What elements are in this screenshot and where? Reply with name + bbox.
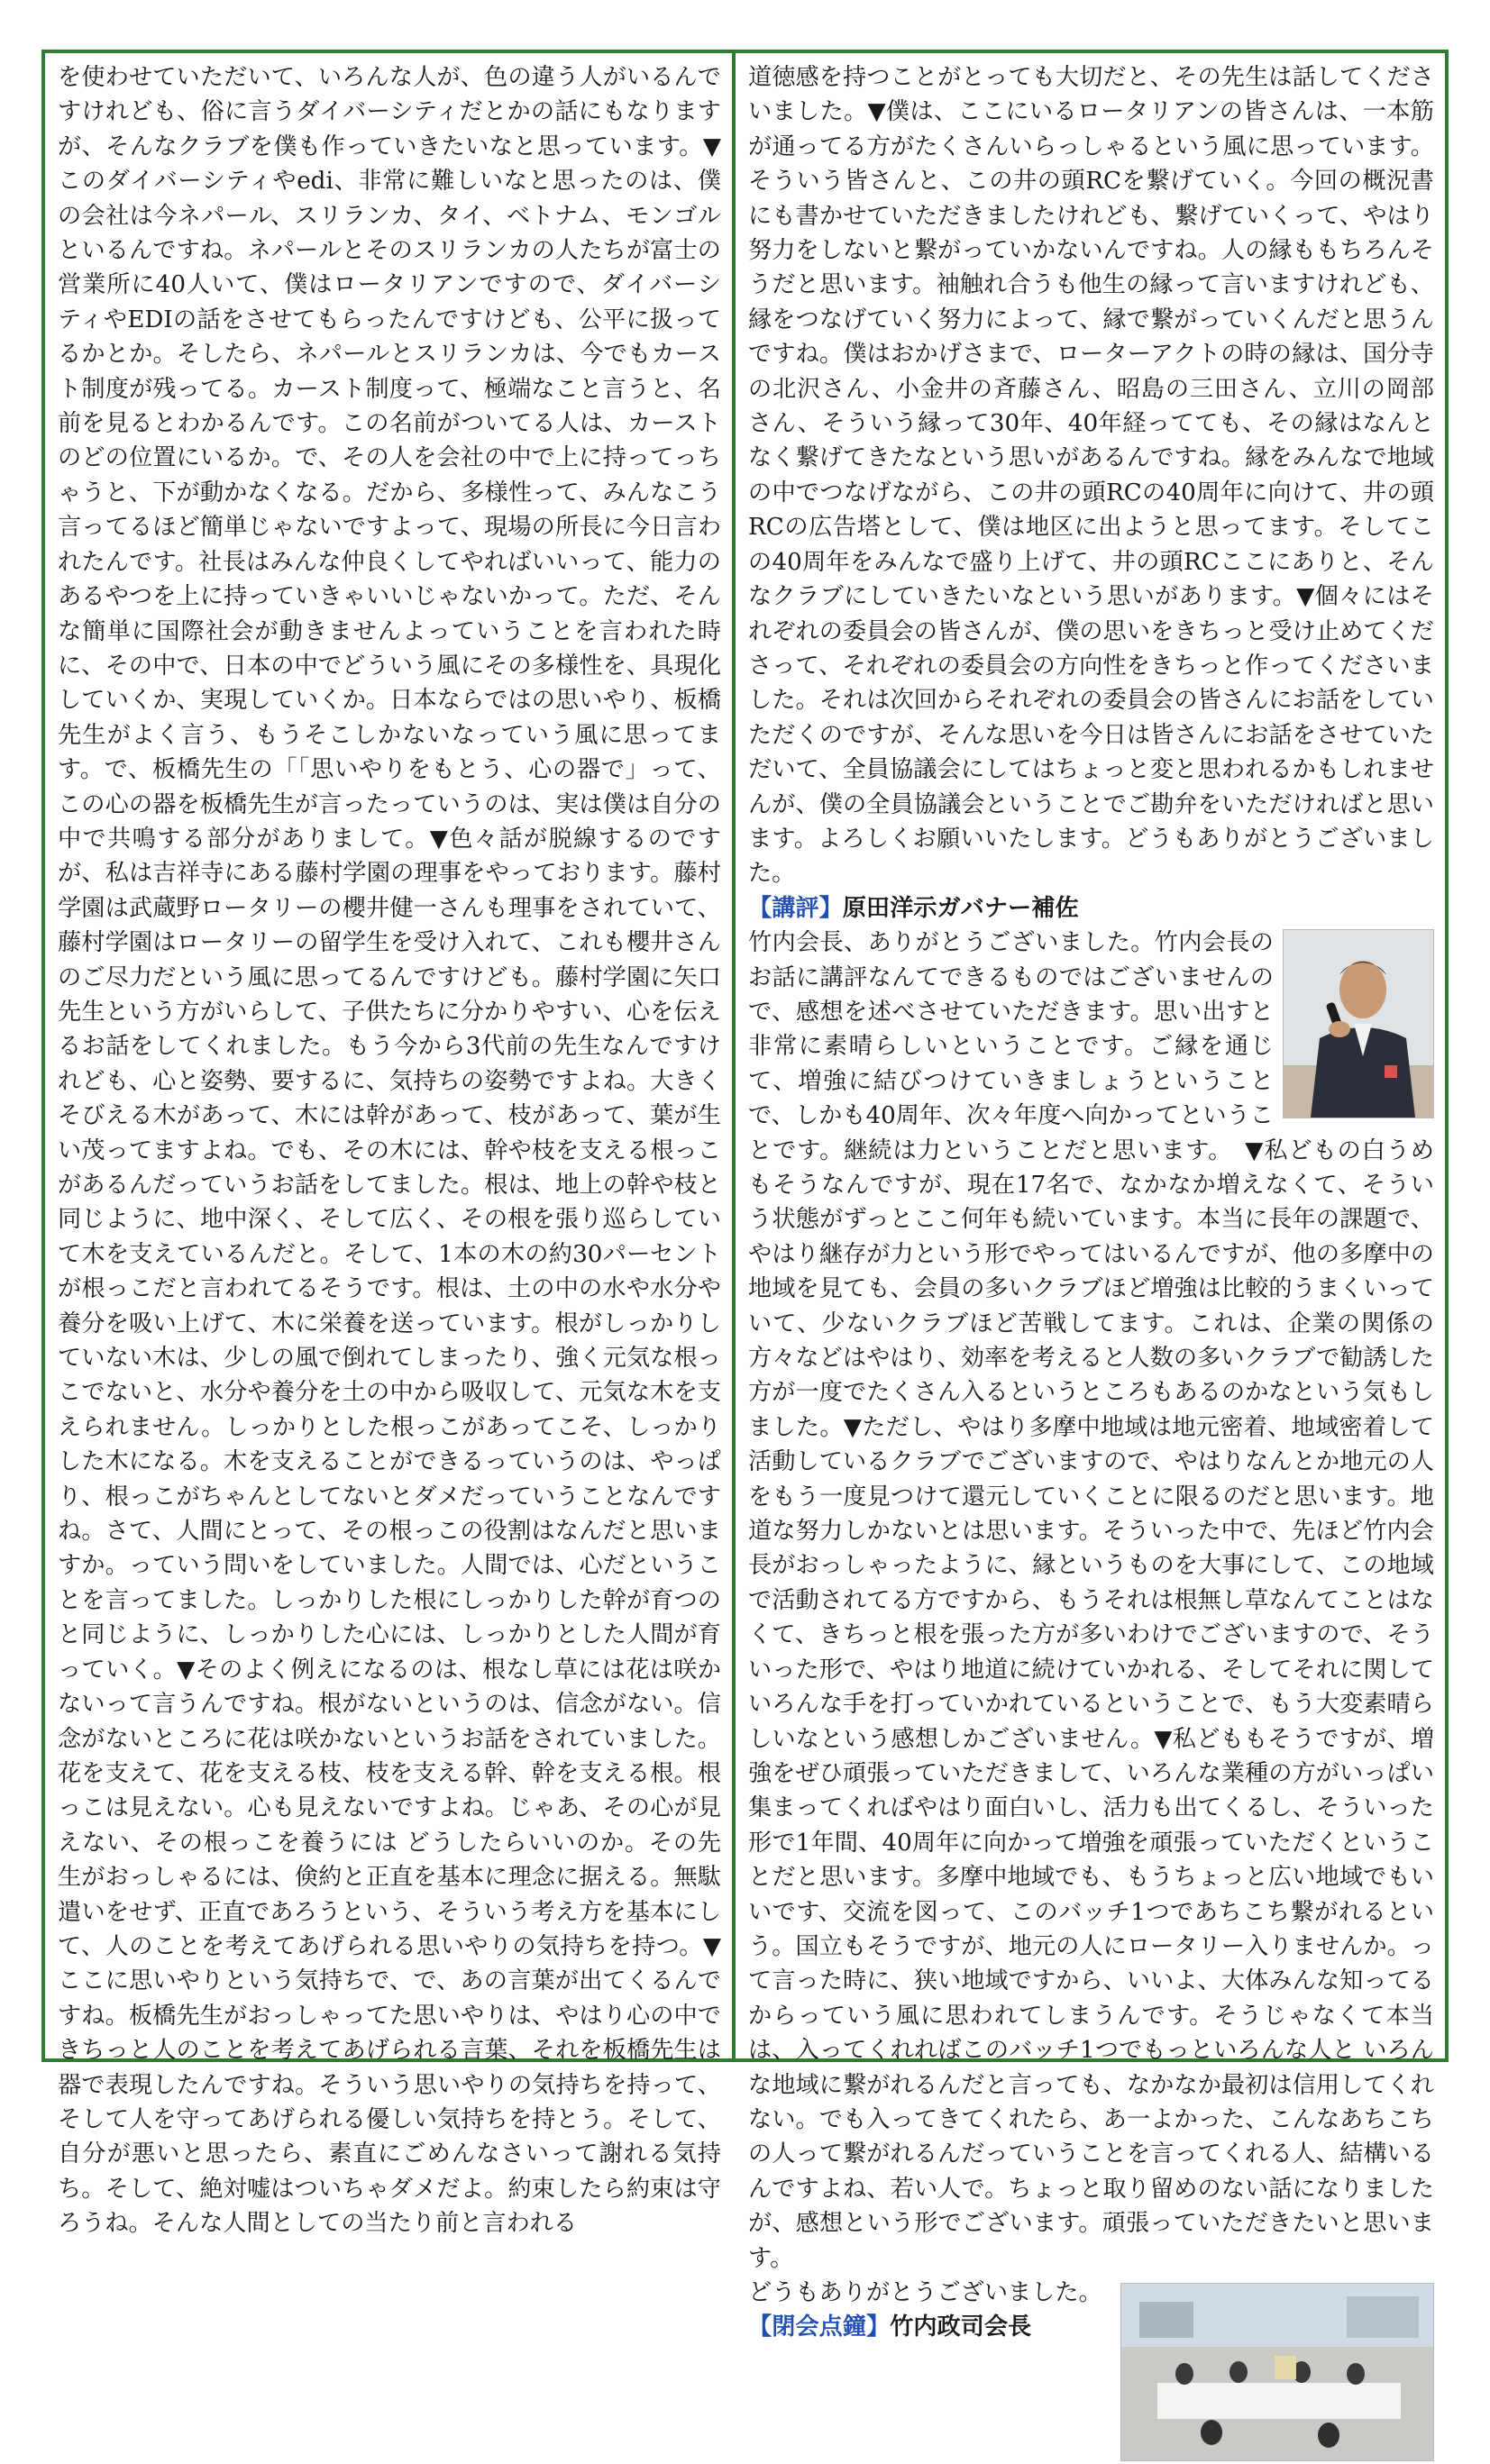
- meeting-photo: [1120, 2283, 1434, 2461]
- left-column-text: を使わせていただいて、いろんな人が、色の違う人がいるんですけれども、俗に言うダイバーシティだとかの話にもなりますが、そんなクラブを僕も作っていきたいなと思っています。▼このダイバーシティやedi、非常に難しいなと思ったのは、僕の会社は今ネパール、スリランカ、タイ、ベトナム、モンゴルといるんですね。ネパールとそのスリランカの人たちが富士の営業所に40人いて、僕はロータリアンですので、ダイバーシティやEDIの話をさせてもらったんですけども、公平に扱ってるかとか。そしたら、ネパールとスリランカは、今でもカースト制度が残ってる。カースト制度って、極端なこと言うと、名前を見るとわかるんです。この名前がついてる人は、カーストのどの位置にいるか。で、その人を会社の中で上に持ってっちゃうと、下が動かなくなる。だから、多様性って、みんなこう言ってるほど簡単じゃないですよって、現場の所長に今日言われたんです。社長はみんな仲良くしてやればいいって、能力のあるやつを上に持っていきゃいいじゃないかって。ただ、そんな簡単に国際社会が動きませんよっていうことを言われた時に、その中で、日本の中でどういう風にその多様性を、具現化していくか、実現していくか。日本ならではの思いやり、板橋先生がよく言う、もうそこしかないなっていう風に思ってます。で、板橋先生の「「思いやりをもとう、心の器で」って、この心の器を板橋先生が言ったっていうのは、実は僕は自分の中で共鳴する部分がありまして。▼色々話が脱線するのですが、私は吉祥寺にある藤村学園の理事をやっております。藤村学園は武蔵野ロータリーの櫻井健一さんも理事をされていて、藤村学園はロータリーの留学生を受け入れて、これも櫻井さんのご尽力だという風に思ってるんですけども。藤村学園に矢口先生という方がいらして、子供たちに分かりやすい、心を伝えるお話をしてくれました。もう今から3代前の先生なんですけれども、心と姿勢、要するに、気持ちの姿勢ですよね。大きくそびえる木があって、木には幹があって、枝があって、葉が生い茂ってますよね。でも、その木には、幹や枝を支える根っこがあるんだっていうお話をしてました。根は、地上の幹や枝と同じように、地中深く、そして広く、その根を張り巡らしていて木を支えているんだと。そして、1本の木の約30パーセントが根っこだと言われてるそうです。根は、土の中の水や水分や養分を吸い上げて、木に栄養を送っています。根がしっかりしていない木は、少しの風で倒れてしまったり、強く元気な根っこでないと、水分や養分を土の中から吸収して、元気な木を支えられません。しっかりとした根っこがあってこそ、しっかりした木になる。木を支えることができるっていうのは、やっぱり、根っこがちゃんとしてないとダメだっていうことなんですね。さて、人間にとって、その根っこの役割はなんだと思いますか。っていう問いをしていました。人間では、心だということを言ってました。しっかりした根にしっかりした幹が育つのと同じように、しっかりした心には、しっかりとした人間が育っていく。▼そのよく例えになるのは、根なし草には花は咲かないって言うんですね。根がないというのは、信念がない。信念がないところに花は咲かないというお話をされていました。花を支えて、花を支える枝、枝を支える幹、幹を支える根。根っこは見えない。心も見えないですよね。じゃあ、その心が見えない、その根っこを養うには どうしたらいいのか。その先生がおっしゃるには、倹約と正直を基本に理念に据える。無駄遣いをせず、正直であろうという、そういう考え方を基本にして、人のことを考えてあげられる思いやりの気持ちを持つ。▼ここに思いやりという気持ちで、で、あの言葉が出てくるんですね。板橋先生がおっしゃってた思いやりは、やはり心の中できちっと人のことを考えてあげられる言葉、それを板橋先生は器で表現したんですね。そういう思いやりの気持ちを持って、そして人を守ってあげられる優しい気持ちを持とう。そして、自分が悪いと思ったら、素直にごめんなさいって謝れる気持ち。そして、絶対嘘はついちゃダメだよ。約束したら約束は守ろうね。そんな人間としての当たり前と言われる: [58, 64, 721, 2238]
- closing-bracket-close: 】: [865, 2313, 891, 2341]
- review-label: 講評: [772, 894, 819, 922]
- speaker-photo-image: [1284, 930, 1433, 1118]
- closing-bracket-open: 【: [748, 2313, 772, 2341]
- continuation-text: 道徳感を持つことがとっても大切だと、その先生は話してくださいました。▼僕は、ここにいるロータリアンの皆さんは、一本筋が通ってる方がたくさんいらっしゃるという風に思っています。そういう皆さんと、この井の頭RCを繋げていく。今回の概況書にも書かせていただきましたけれども、繋げていくって、やはり努力をしないと繋がっていかないんですね。人の縁ももちろんそうだと思います。袖触れ合うも他生の縁って言いますけれども、縁をつなげていく努力によって、縁で繋がっていくんだと思うんですね。僕はおかげさまで、ローターアクトの時の縁は、国分寺の北沢さん、小金井の斉藤さん、昭島の三田さん、立川の岡部さん、そういう縁って30年、40年経ってても、その縁はなんとなく繋げてきたなという思いがあるんですね。縁をみんなで地域の中でつなげながら、この井の頭RCの40周年に向けて、井の頭RCの広告塔として、僕は地区に出ようと思ってます。そしてこの40周年をみんなで盛り上げて、井の頭RCここにありと、そんなクラブにしていきたいなという思いがあります。▼個々にはそれぞれの委員会の皆さんが、僕の思いをきちっと受け止めてくださって、それぞれの委員会の方向性をきちっと作ってくださいました。それは次回からそれぞれの委員会の皆さんにお話をしていただくのですが、そんな思いを今日は皆さんにお話をさせていただいて、全員協議会にしてはちょっと変と思われるかもしれませんが、僕の全員協議会ということでご勘弁をいただければと思います。よろしくお願いいたします。どうもありがとうございました。: [748, 64, 1434, 888]
- review-heading: [748, 891, 1434, 926]
- reviewer-name: 原田洋示ガバナー補佐: [842, 894, 1079, 922]
- newsletter-page: [41, 50, 1449, 2341]
- closing-label: 閉会点鐘: [772, 2313, 866, 2341]
- meeting-photo-image: [1121, 2284, 1433, 2460]
- review-text: 竹内会長、ありがとうございました。竹内会長のお話に講評なんてできるものではございませんので、感想を述べさせていただきます。思い出すと非常に素晴らしいということです。ご縁を通じて、増強に結びつけていきましょうということで、しかも40周年、次々年度へ向かってということです。継続は力ということだと思います。 ▼私どもの白うめもそうなんですが、現在17名で、なかなか増えなくて、そういう状態がずっとここ何年も続いています。本当に長年の課題で、やはり継存が力という形でやってはいるんですが、他の多摩中の地域を見ても、会員の多いクラブほど増強は比較的うまくいっていて、少ないクラブほど苦戦してます。これは、企業の関係の方々などはやはり、効率を考えると人数の多いクラブで勧誘した方が一度でたくさん入るというところもあるのかなという気もしました。▼ただし、やはり多摩中地域は地元密着、地域密着して活動しているクラブでございますので、やはりなんとか地元の人をもう一度見つけて還元していくことに限るのだと思います。地道な努力しかないとは思います。そういった中で、先ほど竹内会長がおっしゃったように、縁というものを大事にして、この地域で活動されてる方ですから、もうそれは根無し草なんてことはなくて、きちっと根を張った方が多いわけでございますので、そういった形で、やはり地道に続けていかれる、そしてそれに関していろんな手を打っていかれているということで、もう大変素晴らしいなという感想しかございません。▼私どももそうですが、増強をぜひ頑張っていただきまして、いろんな業種の方がいっぱい集まってくればやはり面白いし、活力も出てくるし、そういった形で1年間、40周年に向かって増強を頑張っていただくということだと思います。多摩中地域でも、もうちょっと広い地域でもいいです、交流を図って、このバッチ1つであちこち繋がれるという。国立もそうですが、地元の人にロータリー入りませんか。って言った時に、狭い地域ですから、いいよ、大体みんな知ってるからっていう風に思われてしまうんです。そうじゃなくて本当は、入ってくれればこのバッチ1つでもっといろんな人と いろんな地域に繋がれるんだと言っても、なかなか最初は信用してくれない。でも入ってきてくれたら、あ一よかった、こんなあちこちの人って繋がれるんだっていうことを言ってくれる人、結構いるんですよね、若い人で。ちょっと取り留めのない話になりましたが、感想という形でございます。頑張っていただきたいと思います。: [748, 929, 1434, 2272]
- left-column: [45, 53, 736, 2238]
- thanks-text: どうもありがとうございました。: [748, 2279, 1102, 2306]
- right-column: [736, 53, 1445, 2341]
- speaker-photo: [1283, 929, 1434, 1118]
- review-bracket-close: 】: [818, 894, 843, 922]
- review-bracket-open: 【: [748, 894, 772, 922]
- closing-speaker-name: 竹内政司会長: [890, 2313, 1032, 2341]
